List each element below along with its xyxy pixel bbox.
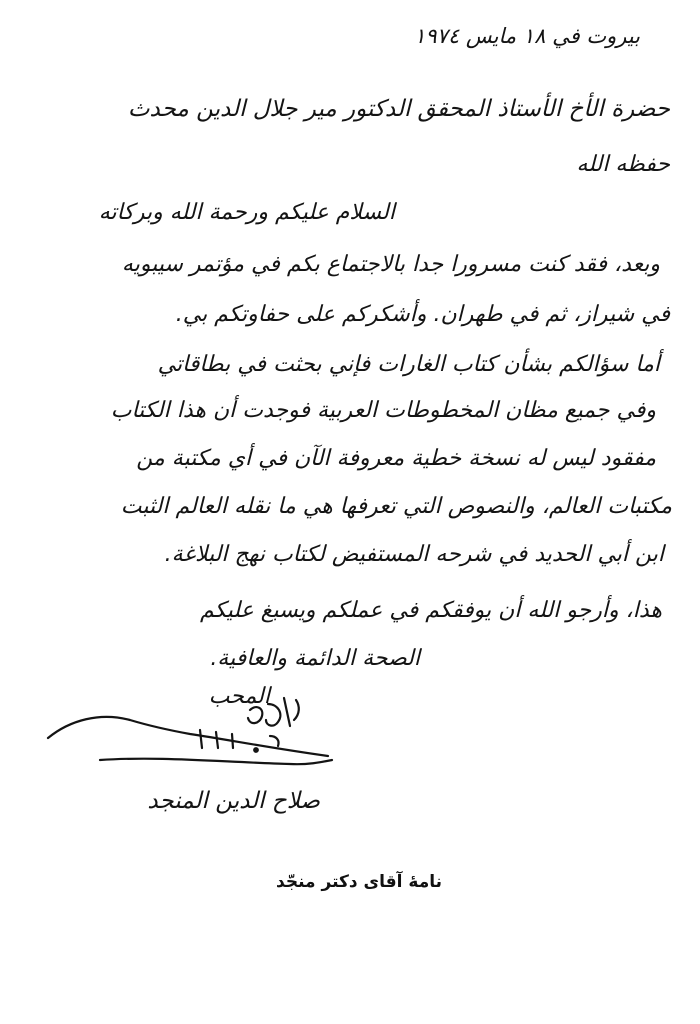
body-line-1: وبعد، فقد كنت مسرورا جدا بالاجتماع بكم في مؤتمر سيبويه	[121, 252, 660, 277]
body-line-4: وفي جميع مظان المخطوطات العربية فوجدت أن هذا الكتاب	[110, 398, 656, 423]
caption: نامهٔ آقای دکتر منجّد	[276, 872, 442, 892]
handwritten-signature	[40, 690, 350, 780]
closing-text: المحب	[208, 684, 270, 709]
salutation-line-2: حفظه الله	[576, 152, 670, 177]
letter-date: بيروت في ١٨ مايس ١٩٧٤	[414, 24, 640, 48]
salutation-line-1: حضرة الأخ الأستاذ المحقق الدكتور مير جلال الدين محدث	[127, 96, 670, 122]
greeting-line: السلام عليكم ورحمة الله وبركاته	[98, 200, 395, 225]
body-line-6: مكتبات العالم، والنصوص التي تعرفها هي ما نقله العالم الثبت	[120, 494, 672, 519]
body-line-2: في شيراز، ثم في طهران. وأشكركم على حفاوتكم بي.	[175, 302, 670, 327]
body-line-5: مفقود ليس له نسخة خطية معروفة الآن في أي مكتبة من	[136, 446, 656, 471]
body-line-8: هذا، وأرجو الله أن يوفقكم في عملكم ويسبغ عليكم	[199, 598, 662, 623]
body-line-7: ابن أبي الحديد في شرحه المستفيض لكتاب نهج البلاغة.	[164, 542, 664, 567]
body-line-3: أما سؤالكم بشأن كتاب الغارات فإني بحثت في بطاقاتي	[157, 352, 660, 377]
signer-name: صلاح الدين المنجد	[147, 788, 320, 814]
body-line-9: الصحة الدائمة والعافية.	[210, 646, 420, 671]
